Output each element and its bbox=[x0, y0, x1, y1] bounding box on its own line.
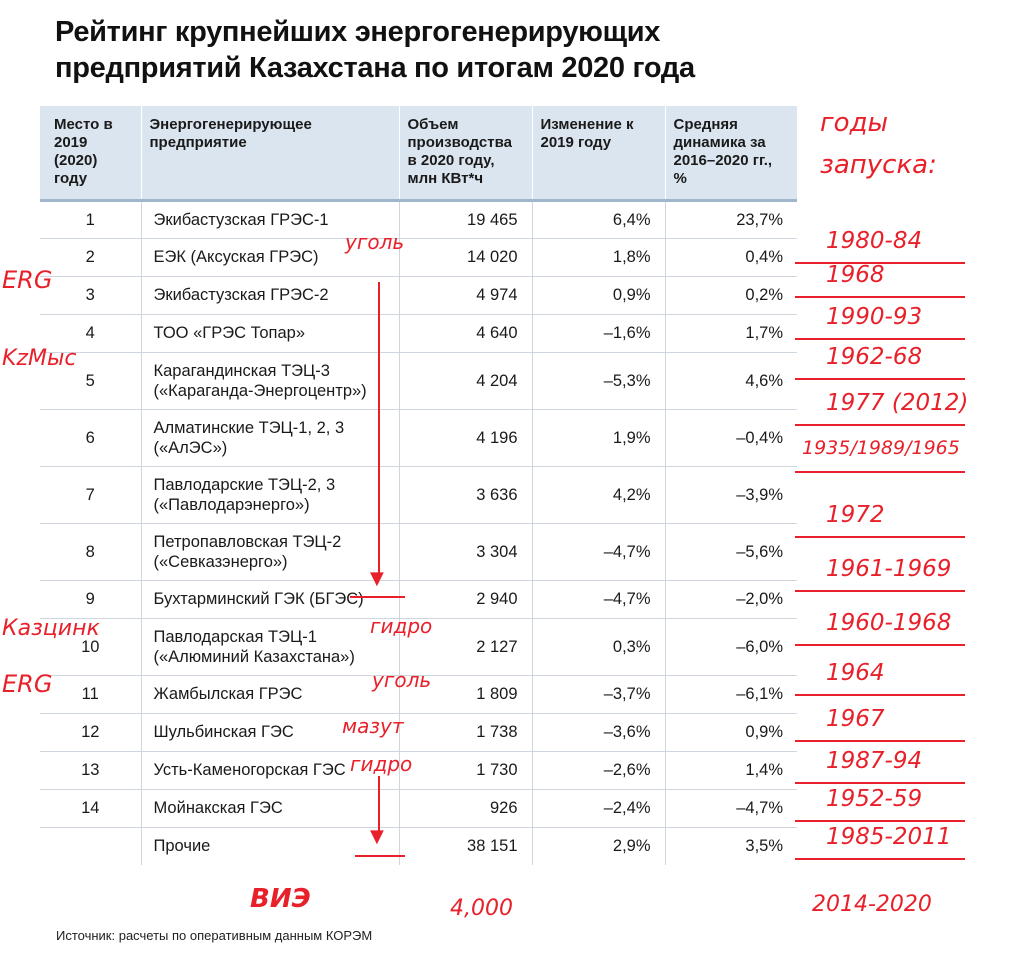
col-change: Изменение к 2019 году bbox=[532, 106, 665, 200]
cell-name bbox=[141, 466, 399, 523]
cell-change: 1,8% bbox=[532, 238, 665, 276]
cell-change: 1,9% bbox=[532, 409, 665, 466]
cell-place: 9 bbox=[40, 580, 141, 618]
cell-name bbox=[141, 580, 399, 618]
cell-avg: 23,7% bbox=[665, 200, 797, 238]
cell-volume: 38 151 bbox=[399, 827, 532, 865]
hw-year-underline bbox=[795, 378, 965, 380]
hw-header-1: годы bbox=[820, 108, 889, 138]
cell-name bbox=[141, 409, 399, 466]
cell-change: –3,7% bbox=[532, 675, 665, 713]
hw-fuel-hydro-2: гидро bbox=[350, 752, 413, 776]
cell-volume: 4 974 bbox=[399, 276, 532, 314]
table-row bbox=[40, 276, 797, 314]
company-name: Прочие bbox=[153, 837, 211, 856]
hw-years-other: 2014-2020 bbox=[812, 892, 932, 917]
cell-volume: 4 640 bbox=[399, 314, 532, 352]
cell-avg: –6,1% bbox=[665, 675, 797, 713]
hw-year-underline bbox=[795, 644, 965, 646]
hw-year: 1990-93 bbox=[826, 304, 923, 330]
table-row bbox=[40, 580, 797, 618]
cell-avg: 0,9% bbox=[665, 713, 797, 751]
cell-place: 8 bbox=[40, 523, 141, 580]
hw-arrow-line-1 bbox=[378, 282, 380, 580]
cell-avg: 0,4% bbox=[665, 238, 797, 276]
hw-fuel-coal-2: уголь bbox=[372, 668, 432, 692]
col-volume: Объем производства в 2020 году, млн КВт*ч bbox=[399, 106, 532, 200]
cell-name bbox=[141, 276, 399, 314]
page-title bbox=[55, 14, 695, 86]
cell-name bbox=[141, 523, 399, 580]
hw-year-underline bbox=[795, 424, 965, 426]
hw-year: 1935/1989/1965 bbox=[802, 437, 960, 459]
cell-change: 0,3% bbox=[532, 618, 665, 675]
hw-year: 1987-94 bbox=[826, 748, 923, 774]
cell-name bbox=[141, 827, 399, 865]
cell-change: 0,9% bbox=[532, 276, 665, 314]
company-name: Мойнакская ГЭС bbox=[153, 799, 283, 817]
cell-place: 4 bbox=[40, 314, 141, 352]
cell-place: 1 bbox=[40, 200, 141, 238]
cell-avg: –5,6% bbox=[665, 523, 797, 580]
hw-arrow-down-icon-2: ▼ bbox=[370, 826, 384, 847]
hw-year: 1968 bbox=[826, 262, 885, 288]
hw-year: 1961-1969 bbox=[826, 556, 952, 582]
cell-volume: 1 730 bbox=[399, 751, 532, 789]
company-name: Экибастузская ГРЭС-1 bbox=[153, 210, 329, 229]
company-name: Шульбинская ГЭС bbox=[153, 723, 294, 741]
hw-header-2: запуска: bbox=[820, 150, 937, 180]
col-avg: Средняя динамика за 2016–2020 гг., % bbox=[665, 106, 797, 200]
hw-year: 1964 bbox=[826, 660, 885, 686]
hw-year: 1967 bbox=[826, 706, 885, 732]
company-owner: («Севказэнерго») bbox=[153, 552, 288, 571]
cell-volume: 14 020 bbox=[399, 238, 532, 276]
cell-name bbox=[141, 675, 399, 713]
cell-avg: 1,4% bbox=[665, 751, 797, 789]
cell-place: 5 bbox=[40, 352, 141, 409]
company-owner: («Алюминий Казахстана») bbox=[153, 647, 355, 666]
cell-name bbox=[141, 618, 399, 675]
cell-place: 12 bbox=[40, 713, 141, 751]
cell-place: 2 bbox=[40, 238, 141, 276]
cell-volume: 3 304 bbox=[399, 523, 532, 580]
hw-underline-1 bbox=[350, 596, 405, 598]
company-name: Карагандинская ТЭЦ-3 bbox=[153, 361, 330, 380]
cell-change: –2,4% bbox=[532, 789, 665, 827]
cell-place: 7 bbox=[40, 466, 141, 523]
table-row bbox=[40, 523, 797, 580]
hw-year: 1977 (2012) bbox=[826, 390, 969, 416]
cell-avg: 1,7% bbox=[665, 314, 797, 352]
company-name: Петропавловская ТЭЦ-2 bbox=[153, 532, 342, 551]
company-name: Алматинские ТЭЦ-1, 2, 3 bbox=[153, 418, 345, 437]
cell-volume: 4 196 bbox=[399, 409, 532, 466]
cell-volume: 4 204 bbox=[399, 352, 532, 409]
table-row bbox=[40, 352, 797, 409]
company-name: Экибастузская ГРЭС-2 bbox=[153, 286, 329, 304]
cell-place: 11 bbox=[40, 675, 141, 713]
cell-place: 13 bbox=[40, 751, 141, 789]
hw-year: 1962-68 bbox=[826, 344, 923, 370]
hw-arrow-down-icon-1: ▼ bbox=[370, 568, 384, 589]
company-name: Бухтарминский ГЭК (БГЭС) bbox=[153, 590, 364, 608]
hw-fuel-mazut: мазут bbox=[342, 714, 404, 738]
hw-year: 1985-2011 bbox=[826, 824, 952, 850]
cell-place: 6 bbox=[40, 409, 141, 466]
hw-year-underline bbox=[795, 590, 965, 592]
cell-change: 2,9% bbox=[532, 827, 665, 865]
cell-name bbox=[141, 352, 399, 409]
hw-fuel-coal-1: уголь bbox=[345, 230, 405, 254]
cell-avg: 3,5% bbox=[665, 827, 797, 865]
table-row bbox=[40, 314, 797, 352]
company-owner: («АлЭС») bbox=[153, 438, 228, 457]
title-line-2: предприятий Казахстана по итогам 2020 года bbox=[55, 52, 695, 84]
cell-volume: 19 465 bbox=[399, 200, 532, 238]
table-row bbox=[40, 409, 797, 466]
hw-year: 1952-59 bbox=[826, 786, 923, 812]
hw-year: 1960-1968 bbox=[826, 610, 952, 636]
company-name: Павлодарская ТЭЦ-1 bbox=[153, 627, 317, 646]
cell-avg: –6,0% bbox=[665, 618, 797, 675]
company-name: Усть-Каменогорская ГЭС bbox=[153, 761, 346, 779]
cell-name bbox=[141, 789, 399, 827]
col-place: Место в 2019 (2020) году bbox=[40, 106, 141, 200]
hw-left-erg-1: ERG bbox=[2, 266, 53, 294]
hw-year-underline bbox=[795, 536, 965, 538]
company-name: ТОО «ГРЭС Топар» bbox=[153, 324, 305, 342]
hw-fuel-hydro-1: гидро bbox=[370, 614, 433, 638]
cell-change: –3,6% bbox=[532, 713, 665, 751]
cell-avg: 4,6% bbox=[665, 352, 797, 409]
hw-left-erg-2: ERG bbox=[2, 670, 53, 698]
company-name: ЕЭК (Аксуская ГРЭС) bbox=[153, 248, 319, 266]
cell-change: 6,4% bbox=[532, 200, 665, 238]
cell-change: 4,2% bbox=[532, 466, 665, 523]
company-owner: («Павлодарэнерго») bbox=[153, 495, 310, 514]
hw-year-underline bbox=[795, 782, 965, 784]
cell-volume: 926 bbox=[399, 789, 532, 827]
source-note: Источник: расчеты по оперативным данным КОРЭМ bbox=[56, 928, 373, 943]
table-row bbox=[40, 200, 797, 238]
table-row bbox=[40, 713, 797, 751]
cell-change: –1,6% bbox=[532, 314, 665, 352]
cell-change: –4,7% bbox=[532, 580, 665, 618]
table-row bbox=[40, 827, 797, 865]
cell-name bbox=[141, 314, 399, 352]
hw-bottom-num: 4,000 bbox=[450, 896, 513, 921]
company-owner: («Караганда-Энергоцентр») bbox=[153, 381, 367, 400]
cell-change: –5,3% bbox=[532, 352, 665, 409]
cell-place: 10 bbox=[40, 618, 141, 675]
cell-place: 14 bbox=[40, 789, 141, 827]
col-company: Энергогенерирующее предприятие bbox=[141, 106, 399, 200]
cell-volume: 2 127 bbox=[399, 618, 532, 675]
table-row bbox=[40, 751, 797, 789]
hw-year-underline bbox=[795, 858, 965, 860]
hw-year-underline bbox=[795, 338, 965, 340]
company-name: Жамбылская ГРЭС bbox=[153, 685, 303, 703]
table-header-row bbox=[40, 106, 797, 200]
company-name: Павлодарские ТЭЦ-2, 3 bbox=[153, 475, 336, 494]
hw-year-underline bbox=[795, 296, 965, 298]
cell-avg: –2,0% bbox=[665, 580, 797, 618]
cell-place bbox=[40, 827, 141, 865]
hw-year-underline bbox=[795, 820, 965, 822]
cell-avg: 0,2% bbox=[665, 276, 797, 314]
cell-place: 3 bbox=[40, 276, 141, 314]
hw-underline-2 bbox=[355, 855, 405, 857]
cell-avg: –4,7% bbox=[665, 789, 797, 827]
hw-bottom-viz: ВИЭ bbox=[250, 884, 311, 914]
cell-volume: 1 809 bbox=[399, 675, 532, 713]
cell-avg: –0,4% bbox=[665, 409, 797, 466]
rating-table bbox=[40, 106, 797, 865]
hw-year: 1972 bbox=[826, 502, 885, 528]
hw-year-underline bbox=[795, 471, 965, 473]
table-row bbox=[40, 466, 797, 523]
hw-year-underline bbox=[795, 740, 965, 742]
table-row bbox=[40, 238, 797, 276]
hw-year: 1980-84 bbox=[826, 228, 923, 254]
table-row bbox=[40, 789, 797, 827]
cell-change: –4,7% bbox=[532, 523, 665, 580]
title-line-1: Рейтинг крупнейших энергогенерирующих bbox=[55, 16, 661, 48]
cell-volume: 3 636 bbox=[399, 466, 532, 523]
cell-volume: 1 738 bbox=[399, 713, 532, 751]
cell-volume: 2 940 bbox=[399, 580, 532, 618]
hw-left-kzmys: KzMыс bbox=[2, 346, 77, 371]
hw-left-kaz: Казцинк bbox=[2, 616, 100, 641]
cell-avg: –3,9% bbox=[665, 466, 797, 523]
cell-change: –2,6% bbox=[532, 751, 665, 789]
hw-year-underline bbox=[795, 694, 965, 696]
